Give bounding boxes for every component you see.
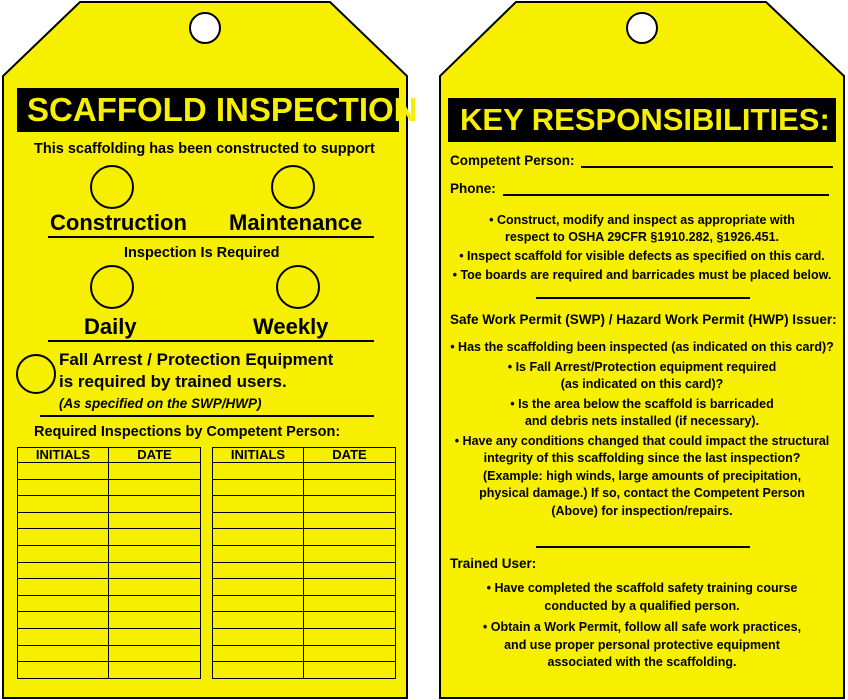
divider — [48, 340, 374, 342]
log-cell[interactable] — [18, 612, 109, 629]
divider — [40, 415, 374, 417]
fall-arrest-note: (As specified on the SWP/HWP) — [59, 396, 262, 411]
log-cell[interactable] — [109, 595, 201, 612]
log-cell[interactable] — [213, 562, 304, 579]
duty-line: (Above) for inspection/repairs. — [551, 503, 733, 518]
duty-line: physical damage.) If so, contact the Competent Person — [479, 486, 805, 500]
log-cell[interactable] — [304, 612, 396, 629]
inspection-log-table-right — [212, 447, 396, 679]
log-cell[interactable] — [213, 662, 304, 679]
tag-title: SCAFFOLD INSPECTION — [17, 88, 399, 132]
log-cell[interactable] — [304, 529, 396, 546]
log-cell[interactable] — [304, 512, 396, 529]
maintenance-label: Maintenance — [229, 210, 363, 235]
log-cell[interactable] — [18, 645, 109, 662]
issuer-heading: Safe Work Permit (SWP) / Hazard Work Permit (HWP) Issuer: — [450, 312, 837, 327]
duty-line: integrity of this scaffolding since the last inspection? — [483, 451, 801, 465]
log-cell[interactable] — [109, 645, 201, 662]
log-cell[interactable] — [18, 662, 109, 679]
construction-checkbox[interactable] — [90, 165, 134, 209]
log-cell[interactable] — [109, 512, 201, 529]
issuer-duties — [444, 339, 840, 520]
log-cell[interactable] — [109, 496, 201, 513]
log-cell[interactable] — [109, 529, 201, 546]
col-initials: INITIALS — [18, 448, 109, 463]
duty-line: respect to OSHA 29CFR §1910.282, §1926.451. — [505, 230, 779, 244]
log-cell[interactable] — [213, 496, 304, 513]
duty-line: • Toe boards are required and barricades must be placed below. — [452, 268, 832, 282]
log-cell[interactable] — [304, 463, 396, 480]
log-cell[interactable] — [213, 545, 304, 562]
competent-person-label: Competent Person: — [450, 153, 575, 168]
trained-user-heading: Trained User: — [450, 556, 537, 571]
log-cell[interactable] — [213, 463, 304, 480]
divider — [536, 546, 750, 548]
divider — [48, 236, 374, 238]
inspection-required-label: Inspection Is Required — [124, 245, 280, 261]
inspection-log-table-left — [17, 447, 201, 679]
phone-label: Phone: — [450, 181, 496, 196]
log-cell[interactable] — [304, 645, 396, 662]
fall-arrest-line2: is required by trained users. — [59, 372, 287, 391]
log-cell[interactable] — [304, 595, 396, 612]
log-cell[interactable] — [213, 512, 304, 529]
competent-person-field — [450, 153, 833, 168]
log-cell[interactable] — [213, 479, 304, 496]
duty-line: associated with the scaffolding. — [547, 655, 737, 669]
log-cell[interactable] — [304, 628, 396, 645]
log-cell[interactable] — [18, 463, 109, 480]
log-cell[interactable] — [304, 579, 396, 596]
log-cell[interactable] — [213, 612, 304, 629]
duty-line: • Inspect scaffold for visible defects as specified on this card. — [459, 249, 825, 263]
daily-checkbox[interactable] — [90, 265, 134, 309]
phone-field — [450, 181, 829, 196]
log-cell[interactable] — [109, 479, 201, 496]
log-cell[interactable] — [109, 579, 201, 596]
competent-person-blank[interactable] — [581, 154, 833, 168]
log-cell[interactable] — [304, 562, 396, 579]
hang-hole — [627, 13, 657, 43]
col-initials: INITIALS — [213, 448, 304, 463]
log-cell[interactable] — [18, 562, 109, 579]
log-cell[interactable] — [109, 463, 201, 480]
log-cell[interactable] — [109, 562, 201, 579]
duty-line: • Have completed the scaffold safety training course — [486, 581, 798, 595]
log-cell[interactable] — [109, 662, 201, 679]
duty-line: • Has the scaffolding been inspected (as indicated on this card)? — [450, 340, 834, 354]
fall-arrest-line1: Fall Arrest / Protection Equipment — [59, 350, 334, 369]
duty-line: (Example: high winds, large amounts of precipitation, — [482, 468, 802, 483]
weekly-checkbox[interactable] — [276, 265, 320, 309]
log-cell[interactable] — [18, 545, 109, 562]
log-cell[interactable] — [18, 512, 109, 529]
weekly-label: Weekly — [253, 314, 329, 339]
log-cell[interactable] — [18, 595, 109, 612]
log-cell[interactable] — [304, 662, 396, 679]
log-cell[interactable] — [109, 612, 201, 629]
key-responsibilities-tag — [436, 0, 848, 700]
log-cell[interactable] — [304, 496, 396, 513]
col-date: DATE — [304, 448, 396, 463]
log-cell[interactable] — [304, 479, 396, 496]
log-cell[interactable] — [213, 595, 304, 612]
log-cell[interactable] — [109, 545, 201, 562]
tag-title: KEY RESPONSIBILITIES: — [448, 98, 836, 142]
duty-line: • Construct, modify and inspect as appropriate with — [489, 213, 795, 227]
trained-user-duties — [444, 580, 840, 672]
divider — [536, 297, 750, 299]
daily-label: Daily — [84, 314, 137, 339]
duty-line: • Is Fall Arrest/Protection equipment required — [507, 359, 777, 374]
duty-line: • Is the area below the scaffold is barricaded — [510, 396, 774, 411]
log-cell[interactable] — [213, 579, 304, 596]
log-cell[interactable] — [18, 529, 109, 546]
fall-arrest-checkbox[interactable] — [16, 354, 56, 394]
log-cell[interactable] — [18, 479, 109, 496]
duty-line: • Obtain a Work Permit, follow all safe work practices, — [482, 620, 802, 634]
log-cell[interactable] — [18, 628, 109, 645]
required-inspections-heading: Required Inspections by Competent Person: — [34, 424, 341, 440]
duty-line: conducted by a qualified person. — [544, 598, 740, 613]
col-date: DATE — [109, 448, 201, 463]
log-cell[interactable] — [18, 579, 109, 596]
duty-line: (as indicated on this card)? — [560, 377, 724, 391]
duty-line: and debris nets installed (if necessary). — [524, 414, 760, 428]
scaffold-inspection-tag — [0, 0, 418, 700]
hang-hole — [190, 13, 220, 43]
duty-line: and use proper personal protective equipment — [504, 637, 780, 652]
log-cell[interactable] — [213, 529, 304, 546]
construction-label: Construction — [50, 210, 187, 235]
duty-line: • Have any conditions changed that could impact the structural — [454, 433, 830, 448]
log-cell[interactable] — [109, 628, 201, 645]
log-cell[interactable] — [18, 496, 109, 513]
log-cell[interactable] — [304, 545, 396, 562]
competent-person-duties — [444, 212, 840, 284]
phone-blank[interactable] — [503, 182, 829, 196]
construction-purpose-label: This scaffolding has been constructed to support — [34, 141, 375, 157]
maintenance-checkbox[interactable] — [271, 165, 315, 209]
log-cell[interactable] — [213, 645, 304, 662]
log-cell[interactable] — [213, 628, 304, 645]
